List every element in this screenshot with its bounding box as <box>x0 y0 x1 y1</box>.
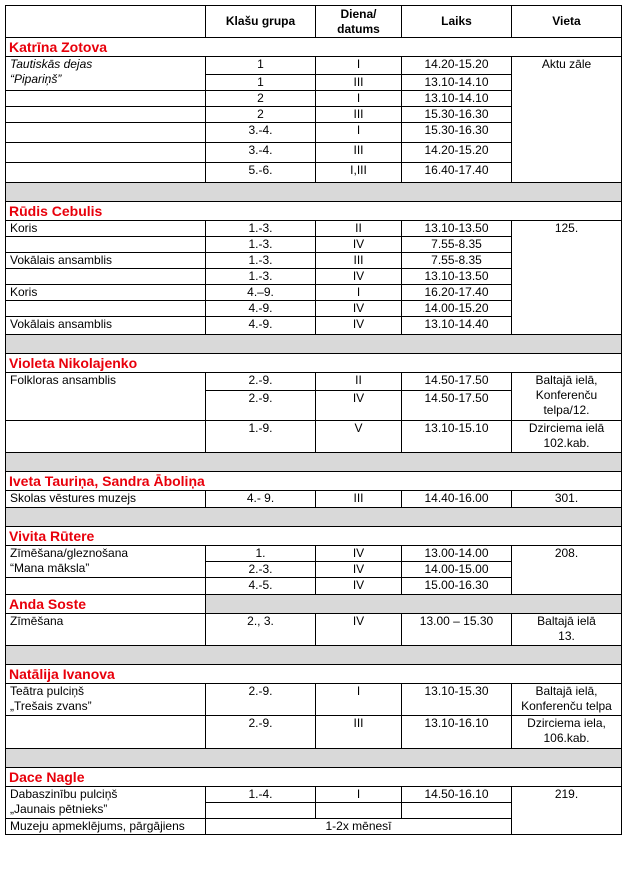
table-row <box>6 546 622 562</box>
day-cell: I <box>316 684 402 716</box>
day-cell: IV <box>316 391 402 421</box>
day-cell: I <box>316 57 402 75</box>
teacher-name: Rūdis Cebulis <box>6 202 622 221</box>
header-place: Vieta <box>512 6 622 38</box>
place-cell: Dzirciema ielā 102.kab. <box>512 421 622 453</box>
teacher-header-row <box>6 527 622 546</box>
teacher-header-row <box>6 472 622 491</box>
teacher-header-row <box>6 595 622 614</box>
table-row <box>6 421 622 453</box>
group-cell: 1.-3. <box>206 221 316 237</box>
time-cell: 13.10-14.40 <box>402 317 512 335</box>
table-row <box>6 684 622 716</box>
activity-cell: Vokālais ansamblis <box>6 253 206 269</box>
activity-cell <box>6 91 206 107</box>
group-cell: 2 <box>206 107 316 123</box>
time-cell: 14.00-15.20 <box>402 301 512 317</box>
teacher-name: Vivita Rūtere <box>6 527 622 546</box>
day-cell: I,III <box>316 163 402 183</box>
day-cell: III <box>316 75 402 91</box>
day-cell: I <box>316 285 402 301</box>
day-cell: IV <box>316 546 402 562</box>
place-cell: 219. <box>512 787 622 835</box>
place-cell: Dzirciema iela, 106.kab. <box>512 716 622 749</box>
time-cell: 13.10-16.10 <box>402 716 512 749</box>
activity-cell <box>6 269 206 285</box>
group-cell: 1.-9. <box>206 421 316 453</box>
time-cell: 14.50-16.10 <box>402 787 512 803</box>
table-row <box>6 614 622 646</box>
day-cell: III <box>316 107 402 123</box>
day-cell: IV <box>316 578 402 595</box>
teacher-name: Katrīna Zotova <box>6 38 622 57</box>
activity-cell: Folkloras ansamblis <box>6 373 206 421</box>
header-activity <box>6 6 206 38</box>
activity-cell <box>6 107 206 123</box>
time-cell: 16.20-17.40 <box>402 285 512 301</box>
day-cell <box>316 803 402 819</box>
table-row <box>6 57 622 75</box>
teacher-header-row <box>6 354 622 373</box>
day-cell: II <box>316 373 402 391</box>
activity-cell <box>6 421 206 453</box>
activity-cell: Dabaszinību pulciņš „Jaunais pētnieks” <box>6 787 206 819</box>
day-cell: IV <box>316 562 402 578</box>
place-cell: Baltajā ielā 13. <box>512 614 622 646</box>
group-cell: 2 <box>206 91 316 107</box>
teacher-name: Natālija Ivanova <box>6 665 622 684</box>
time-cell: 7.55-8.35 <box>402 253 512 269</box>
place-cell: Baltajā ielā, Konferenču telpa/12. <box>512 373 622 421</box>
time-cell: 14.50-17.50 <box>402 391 512 421</box>
activity-cell <box>6 301 206 317</box>
group-cell: 2., 3. <box>206 614 316 646</box>
group-cell: 3.-4. <box>206 143 316 163</box>
time-cell: 13.10-14.10 <box>402 91 512 107</box>
table-row <box>6 716 622 749</box>
activity-cell: Tautiskās dejas “Pipariņš” <box>6 57 206 91</box>
time-cell: 13.00-14.00 <box>402 546 512 562</box>
separator-row <box>6 453 622 472</box>
day-cell: III <box>316 716 402 749</box>
day-cell: III <box>316 491 402 508</box>
activity-cell: Koris <box>6 285 206 301</box>
place-cell: 301. <box>512 491 622 508</box>
teacher-header-row <box>6 202 622 221</box>
time-cell: 14.20-15.20 <box>402 57 512 75</box>
day-cell: IV <box>316 317 402 335</box>
time-cell: 7.55-8.35 <box>402 237 512 253</box>
group-cell: 1. <box>206 546 316 562</box>
day-cell: IV <box>316 237 402 253</box>
activity-cell: Koris <box>6 221 206 237</box>
group-cell: 4.-5. <box>206 578 316 595</box>
day-cell: II <box>316 221 402 237</box>
day-cell: IV <box>316 301 402 317</box>
group-cell: 2.-9. <box>206 684 316 716</box>
header-day: Diena/ datums <box>316 6 402 38</box>
activity-cell <box>6 123 206 143</box>
activity-cell: Skolas vēstures muzejs <box>6 491 206 508</box>
schedule-table <box>5 5 622 835</box>
day-cell: IV <box>316 269 402 285</box>
group-cell: 5.-6. <box>206 163 316 183</box>
separator-row <box>6 646 622 665</box>
day-cell: I <box>316 91 402 107</box>
teacher-name: Violeta Nikolajenko <box>6 354 622 373</box>
group-cell: 4.- 9. <box>206 491 316 508</box>
activity-cell: Zīmēšana <box>6 614 206 646</box>
activity-cell <box>6 237 206 253</box>
time-cell: 14.00-15.00 <box>402 562 512 578</box>
header-time: Laiks <box>402 6 512 38</box>
teacher-header-row <box>6 38 622 57</box>
group-cell: 1 <box>206 75 316 91</box>
time-cell <box>402 803 512 819</box>
group-cell: 2.-9. <box>206 391 316 421</box>
day-cell: III <box>316 143 402 163</box>
activity-cell <box>6 578 206 595</box>
group-cell: 2.-9. <box>206 716 316 749</box>
teacher-name: Iveta Tauriņa, Sandra Āboliņa <box>6 472 622 491</box>
group-cell: 1.-3. <box>206 253 316 269</box>
time-cell: 13.10-15.30 <box>402 684 512 716</box>
table-row <box>6 491 622 508</box>
activity-cell: Vokālais ansamblis <box>6 317 206 335</box>
group-cell: 1.-3. <box>206 269 316 285</box>
time-cell: 16.40-17.40 <box>402 163 512 183</box>
time-cell: 14.20-15.20 <box>402 143 512 163</box>
frequency-cell: 1-2x mēnesī <box>206 819 512 835</box>
day-cell: I <box>316 787 402 803</box>
separator-row <box>6 749 622 768</box>
time-cell: 14.40-16.00 <box>402 491 512 508</box>
activity-cell: Zīmēšana/gleznošana “Mana māksla” <box>6 546 206 578</box>
group-cell: 4.-9. <box>206 301 316 317</box>
header-row <box>6 6 622 38</box>
time-cell: 15.00-16.30 <box>402 578 512 595</box>
time-cell: 13.10-14.10 <box>402 75 512 91</box>
separator-row <box>6 183 622 202</box>
time-cell: 15.30-16.30 <box>402 123 512 143</box>
table-row <box>6 373 622 391</box>
day-cell: III <box>316 253 402 269</box>
time-cell: 13.10-13.50 <box>402 221 512 237</box>
group-cell: 4.–9. <box>206 285 316 301</box>
activity-cell: Teātra pulciņš „Trešais zvans” <box>6 684 206 716</box>
separator-row <box>6 335 622 354</box>
teacher-name: Anda Soste <box>6 595 206 614</box>
group-cell: 1 <box>206 57 316 75</box>
time-cell: 13.00 – 15.30 <box>402 614 512 646</box>
day-cell: V <box>316 421 402 453</box>
group-cell: 4.-9. <box>206 317 316 335</box>
activity-cell <box>6 143 206 163</box>
time-cell: 13.10-15.10 <box>402 421 512 453</box>
time-cell: 15.30-16.30 <box>402 107 512 123</box>
time-cell: 13.10-13.50 <box>402 269 512 285</box>
place-cell: 208. <box>512 546 622 595</box>
separator-row <box>6 508 622 527</box>
table-row <box>6 787 622 803</box>
group-cell: 2.-9. <box>206 373 316 391</box>
teacher-name: Dace Nagle <box>6 768 622 787</box>
group-cell: 1.-4. <box>206 787 316 803</box>
group-cell: 2.-3. <box>206 562 316 578</box>
place-cell: Baltajā ielā, Konferenču telpa <box>512 684 622 716</box>
teacher-header-row <box>6 768 622 787</box>
place-cell: 125. <box>512 221 622 335</box>
activity-cell <box>6 716 206 749</box>
activity-cell <box>6 163 206 183</box>
group-cell <box>206 803 316 819</box>
header-group: Klašu grupa <box>206 6 316 38</box>
teacher-header-row <box>6 665 622 684</box>
group-cell: 3.-4. <box>206 123 316 143</box>
group-cell: 1.-3. <box>206 237 316 253</box>
place-cell: Aktu zāle <box>512 57 622 183</box>
day-cell: I <box>316 123 402 143</box>
day-cell: IV <box>316 614 402 646</box>
activity-cell: Muzeju apmeklējums, pārgājiens <box>6 819 206 835</box>
table-row <box>6 221 622 237</box>
time-cell: 14.50-17.50 <box>402 373 512 391</box>
